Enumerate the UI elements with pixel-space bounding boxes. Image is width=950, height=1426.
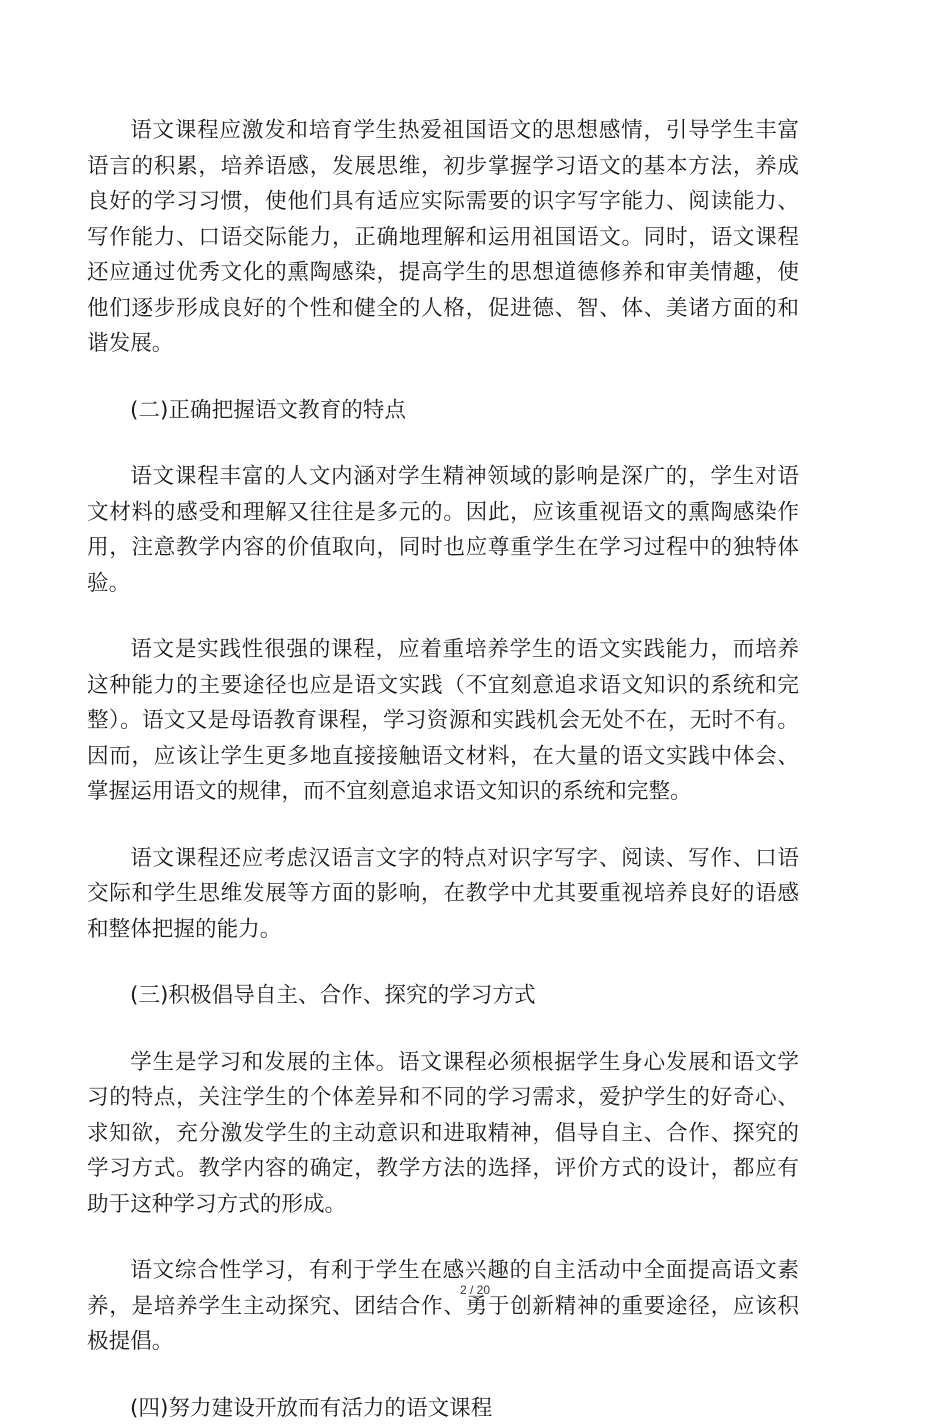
paragraph-6: 语文综合性学习，有利于学生在感兴趣的自主活动中全面提高语文素养，是培养学生主动探究、团结合作、勇于创新精神的重要途径，应该积极提倡。 <box>87 1253 799 1360</box>
paragraph-5: 学生是学习和发展的主体。语文课程必须根据学生身心发展和语文学习的特点，关注学生的个体差异和不同的学习需求，爱护学生的好奇心、求知欲，充分激发学生的主动意识和进取精神，倡导自主、合作、探究的学习方式。教学内容的确定，教学方法的选择，评价方式的设计，都应有助于这种学习方式的形成。 <box>87 1045 799 1223</box>
paragraph-gap <box>87 810 799 841</box>
paragraph-gap <box>87 1222 799 1253</box>
section-heading-4: (四)努力建设开放而有活力的语文课程 <box>87 1391 799 1426</box>
paragraph-3: 语文是实践性很强的课程，应着重培养学生的语文实践能力，而培养这种能力的主要途径也应是语文实践（不宜刻意追求语文知识的系统和完整）。语文又是母语教育课程，学习资源和实践机会无处不在，无时不有。因而，应该让学生更多地直接接触语文材料，在大量的语文实践中体会、掌握运用语文的规律，而不宜刻意追求语文知识的系统和完整。 <box>87 632 799 810</box>
page-number: 2 / 20 <box>0 1283 950 1297</box>
section-heading-2: (二)正确把握语文教育的特点 <box>87 393 799 429</box>
paragraph-gap <box>87 362 799 393</box>
paragraph-gap <box>87 601 799 632</box>
paragraph-gap <box>87 428 799 459</box>
paragraph-1: 语文课程应激发和培育学生热爱祖国语文的思想感情，引导学生丰富语言的积累，培养语感，发展思维，初步掌握学习语文的基本方法，养成良好的学习习惯，使他们具有适应实际需要的识字写字能力、阅读能力、写作能力、口语交际能力，正确地理解和运用祖国语文。同时，语文课程还应通过优秀文化的熏陶感染，提高学生的思想道德修养和审美情趣，使他们逐步形成良好的个性和健全的人格，促进德、智、体、美诸方面的和谐发展。 <box>87 113 799 362</box>
paragraph-gap <box>87 947 799 978</box>
paragraph-gap <box>87 1360 799 1391</box>
paragraph-2: 语文课程丰富的人文内涵对学生精神领域的影响是深广的，学生对语文材料的感受和理解又往往是多元的。因此，应该重视语文的熏陶感染作用，注意教学内容的价值取向，同时也应尊重学生在学习过程中的独特体验。 <box>87 459 799 601</box>
document-body <box>87 113 799 1426</box>
paragraph-gap <box>87 1014 799 1045</box>
paragraph-4: 语文课程还应考虑汉语言文字的特点对识字写字、阅读、写作、口语交际和学生思维发展等方面的影响，在教学中尤其要重视培养良好的语感和整体把握的能力。 <box>87 841 799 948</box>
section-heading-3: (三)积极倡导自主、合作、探究的学习方式 <box>87 978 799 1014</box>
